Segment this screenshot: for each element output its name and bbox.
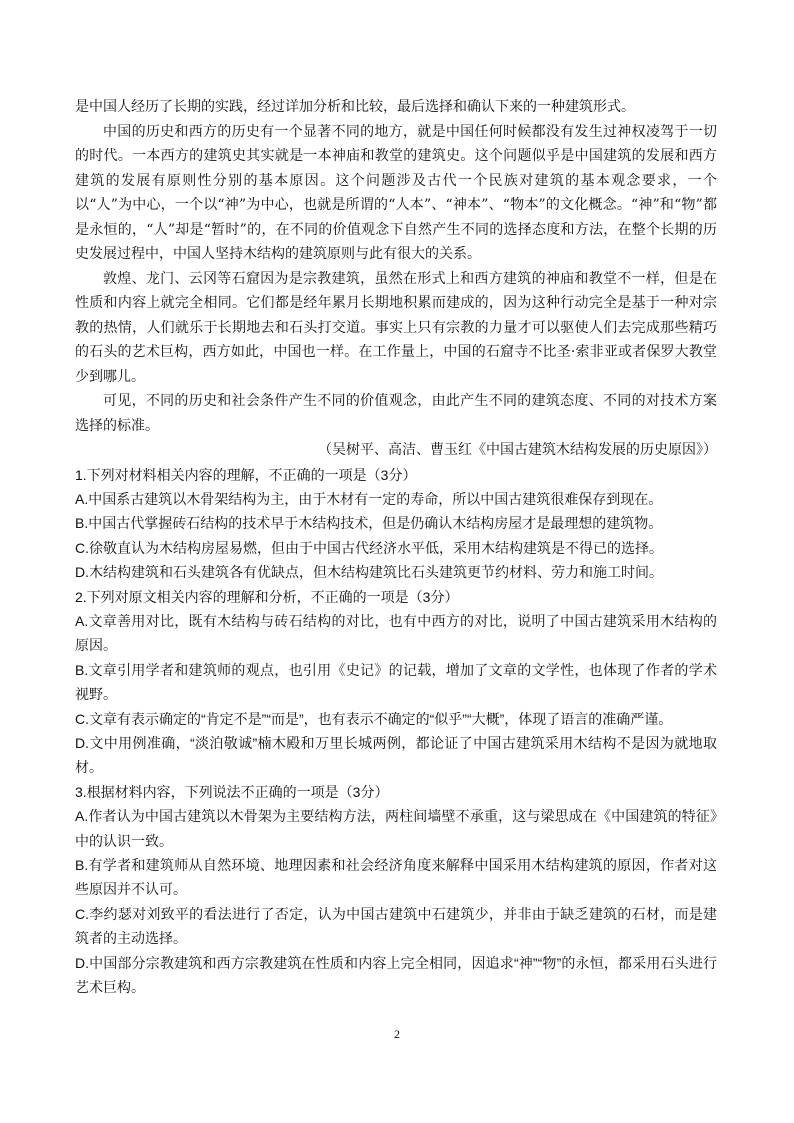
option-b: B.中国古代掌握砖石结构的技术早于木结构技术，但是仍确认木结构房屋才是最理想的建筑物。 [75,515,663,532]
passage-paragraph-3: 敦煌、龙门、云冈等石窟因为是宗教建筑，虽然在形式上和西方建筑的神庙和教堂不一样，但是在性质和内容上就完全相同。它们都是经年累月长期地积累而建成的，因为这种行动完全是基于一种对宗教的热情，人们就乐于长期地去和石头打交道。事实上只有宗教的力量才可以驱使人们去完成那些精巧的石头的艺术巨构，西方如此，中国也一样。在工作量上，中国的石窟寺不比圣·索非亚或者保罗大教堂少到哪儿。 [75,270,717,385]
page-number: 2 [394,1027,400,1041]
question-1 [75,463,717,585]
option-d: D.木结构建筑和石头建筑各有优缺点，但木结构建筑比石头建筑更节约材料、劳力和施工时间。 [75,564,663,581]
option-b: B.文章引用学者和建筑师的观点，也引用《史记》的记载，增加了文章的文学性，也体现了作者的学术视野。 [75,661,717,703]
question-3 [75,780,717,1000]
exam-page [75,95,717,999]
option-a: A.文章善用对比，既有木结构与砖石结构的对比，也有中西方的对比，说明了中国古建筑采用木结构的原因。 [75,612,717,654]
question-stem: 2.下列对原文相关内容的理解和分析，不正确的一项是（3分） [75,588,459,605]
option-c: C.文章有表示确定的“肯定不是”“而是”，也有表示不确定的“似乎”“大概”，体现了语言的准确严谨。 [75,710,673,727]
option-d: D.中国部分宗教建筑和西方宗教建筑在性质和内容上完全相同，因追求“神”“物”的永恒，都采用石头进行艺术巨构。 [75,954,717,996]
question-stem: 3.根据材料内容，下列说法不正确的一项是（3分） [75,783,389,800]
option-b: B.有学者和建筑师从自然环境、地理因素和社会经济角度来解释中国采用木结构建筑的原因，作者对这些原因并不认可。 [75,857,717,898]
passage-paragraph-4: 可见，不同的历史和社会条件产生不同的价值观念，由此产生不同的建筑态度、不同的对技术方案选择的标准。 [75,393,717,434]
passage-paragraph-2: 中国的历史和西方的历史有一个显著不同的地方，就是中国任何时候都没有发生过神权凌驾于一切的时代。一本西方的建筑史其实就是一本神庙和教堂的建筑史。这个问题似乎是中国建筑的发展和西方建筑的发展有原则性分别的基本原因。这个问题涉及古代一个民族对建筑的基本观念要求，一个以“人”为中心，一个以“神”为中心，也就是所谓的“人本”、“神本”、“物本”的文化概念。“神”和“物”都是永恒的，“人”却是“暂时”的，在不同的价值观念下自然产生不同的选择态度和方法，在整个长期的历史发展过程中，中国人坚持木结构的建筑原则与此有很大的关系。 [75,123,717,262]
question-2 [75,585,717,780]
question-list [75,463,717,1000]
option-c: C.李约瑟对刘致平的看法进行了否定，认为中国古建筑中石建筑少，并非由于缺乏建筑的石材，而是建筑者的主动选择。 [75,905,717,947]
passage-source: （吴树平、高洁、曹玉红《中国古建筑木结构发展的历史原因》） [318,442,717,458]
passage-paragraph-1: 是中国人经历了长期的实践，经过详加分析和比较，最后选择和确认下来的一种建筑形式。 [75,99,635,115]
option-d: D.文中用例准确，“淡泊敬诚”楠木殿和万里长城两例，都论证了中国古建筑采用木结构不是因为就地取材。 [75,734,717,776]
option-a: A.中国系古建筑以木骨架结构为主，由于木材有一定的寿命，所以中国古建筑很难保存到现在。 [75,490,663,507]
option-c: C.徐敬直认为木结构房屋易燃，但由于中国古代经济水平低，采用木结构建筑是不得已的选择。 [75,539,663,556]
question-stem: 1.下列对材料相关内容的理解，不正确的一项是（3分） [75,466,417,483]
option-a: A.作者认为中国古建筑以木骨架为主要结构方法，两柱间墙壁不承重，这与梁思成在《中国建筑的特征》中的认识一致。 [75,808,717,849]
